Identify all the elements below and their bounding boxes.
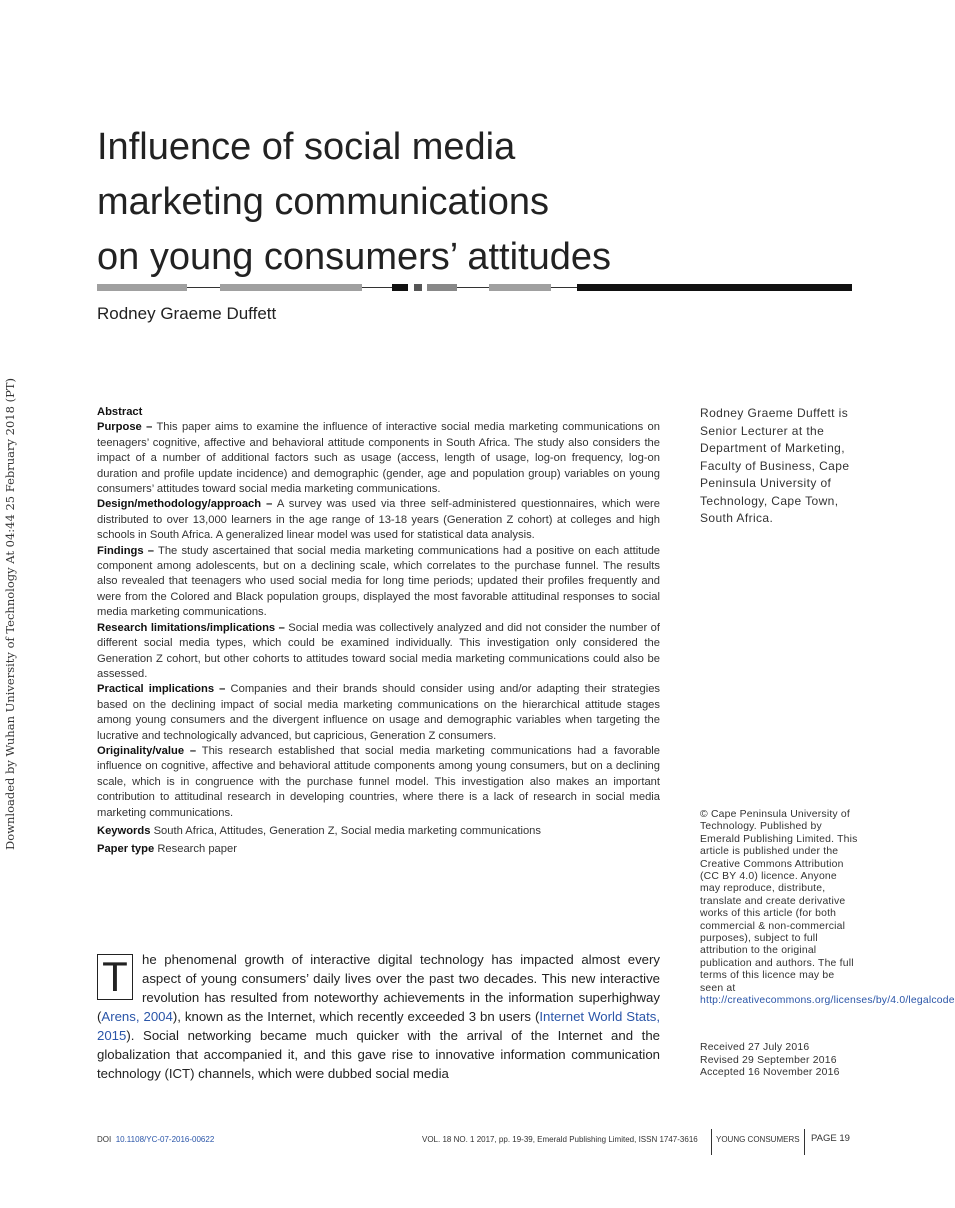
- paper-type: [97, 842, 660, 857]
- papertype-text: Research paper: [157, 843, 237, 856]
- design-text: A survey was used via three self-administered questionnaires, which were distributed to over 13,000 learners in the age range of 13-18 years (Generation Z cohort) at colleges and high schools in South Africa. A generalized linear model was used for statistical data analysis.: [97, 498, 661, 542]
- revised-date: Revised 29 September 2016: [700, 1054, 837, 1066]
- page-number: PAGE 19: [811, 1133, 850, 1144]
- article-dates: [700, 1042, 860, 1080]
- page-footer: [97, 1132, 853, 1156]
- abstract-originality: [97, 744, 660, 821]
- doi-link[interactable]: 10.1108/YC-07-2016-00622: [115, 1135, 215, 1144]
- decorative-title-rule: [97, 284, 852, 292]
- title-line-2: marketing communications: [97, 181, 549, 223]
- body-part-3: ). Social networking became much quicker with the arrival of the Internet and the globalization that accompanied it, and this gave rise to innovative information communication technology (ICT) channels, which were dubbed social media: [97, 1028, 660, 1081]
- keywords-label: Keywords: [97, 824, 151, 837]
- watermark-text: Downloaded by Wuhan University of Technology At 04:44 25 February 2018 (PT): [3, 378, 17, 850]
- author-bio: Rodney Graeme Duffett is Senior Lecturer at the Department of Marketing, Faculty of Business, Cape Peninsula University of Technology, Cape Town, South Africa.: [700, 406, 850, 525]
- keywords-text: South Africa, Attitudes, Generation Z, Social media marketing communications: [153, 824, 541, 837]
- license-note: [700, 809, 955, 1008]
- originality-label: Originality/value –: [97, 744, 197, 757]
- limitations-label: Research limitations/implications –: [97, 621, 285, 634]
- abstract-design: [97, 497, 660, 543]
- citation-link-internet-world-stats[interactable]: Internet World Stats, 2015: [97, 1009, 660, 1043]
- originality-text: This research established that social media marketing communications had a favorable influence on cognitive, affective and behavioral attitude components among young consumers, but on a declining scale, which is in congruence with the purchase funnel model. This investigation also makes an important contribution to attitudinal research in developing countries, where there is a lack of research in social media marketing communications.: [97, 744, 661, 819]
- citation-info: VOL. 18 NO. 1 2017, pp. 19-39, Emerald Publishing Limited, ISSN 1747-3616: [422, 1135, 698, 1144]
- abstract: [97, 405, 660, 858]
- download-watermark: [0, 0, 20, 1208]
- practical-label: Practical implications –: [97, 683, 226, 696]
- author-name: Rodney Graeme Duffett: [97, 304, 277, 323]
- purpose-text: This paper aims to examine the influence of interactive social media marketing communications on teenagers’ cognitive, affective and behavioral attitude components in South Africa. The study also considers the impact of a number of additional factors such as usage (access, length of usage, log-on frequency, log-on duration and profile update incidence) and demographic (gender, age and population group) variables on young consumers’ attitudes toward social media marketing communications.: [97, 421, 661, 496]
- keywords: [97, 824, 660, 839]
- license-text: © Cape Peninsula University of Technology. Published by Emerald Publishing Limited. This article is published under the Creative Commons Attribution (CC BY 4.0) licence. Anyone may reproduce, distribute, translate and create derivative works of this article (for both commercial & non-commercial purposes), subject to full attribution to the original publication and authors. The full terms of this licence may be seen at: [700, 809, 858, 994]
- limitations-text: Social media was collectively analyzed and did not consider the number of different social media types, which could be examined individually. This investigation only considered the Generation Z cohort, but other cohorts to attitudes toward social media marketing communications could also be assessed.: [97, 621, 660, 680]
- license-link[interactable]: http://creativecommons.org/licenses/by/4.0/legalcode: [700, 995, 955, 1007]
- design-label: Design/methodology/approach –: [97, 498, 273, 511]
- abstract-purpose: [97, 420, 660, 497]
- abstract-findings: [97, 544, 660, 621]
- abstract-heading: Abstract: [97, 406, 143, 418]
- footer-divider: [711, 1129, 712, 1155]
- footer-divider: [804, 1129, 805, 1155]
- findings-text: The study ascertained that social media marketing communications had a positive on each attitude component among adolescents, but on a declining scale, which correlates to the purchase funnel. The results also revealed that teenagers who used social media for long time periods; updated their profiles frequently and were from the Colored and Black population groups, displayed the most favorable attitudinal responses to social media marketing communications.: [97, 544, 661, 619]
- doi-label: DOI: [97, 1135, 112, 1144]
- article-title: [97, 120, 717, 285]
- papertype-label: Paper type: [97, 843, 155, 856]
- purpose-label: Purpose –: [97, 421, 153, 434]
- practical-text: Companies and their brands should consider using and/or adapting their strategies based on the declining impact of social media marketing communications on the hierarchical attitude stages among young consumers and the divergent influence on usage and demographic variables when targeting the lucrative and technologically advanced, but capricious, Generation Z consumers.: [97, 683, 661, 742]
- title-line-3: on young consumers’ attitudes: [97, 236, 612, 278]
- body-text: [97, 950, 660, 1083]
- body-part-1: he phenomenal growth of interactive digital technology has impacted almost every aspect of young consumers’ daily lives over the past two decades. This new interactive revolution has resulted from noteworthy achievements in the information superhighway (: [97, 952, 660, 1024]
- abstract-practical: [97, 682, 660, 744]
- abstract-limitations: [97, 621, 660, 683]
- accepted-date: Accepted 16 November 2016: [700, 1067, 840, 1078]
- doi: [97, 1135, 214, 1144]
- journal-name: YOUNG CONSUMERS: [716, 1135, 800, 1144]
- findings-label: Findings –: [97, 544, 155, 557]
- drop-cap: T: [97, 954, 133, 1000]
- received-date: Received 27 July 2016: [700, 1042, 810, 1053]
- body-part-2: ), known as the Internet, which recently exceeded 3 bn users (: [172, 1009, 540, 1024]
- citation-link-arens[interactable]: Arens, 2004: [101, 1009, 173, 1024]
- title-line-1: Influence of social media: [97, 126, 516, 168]
